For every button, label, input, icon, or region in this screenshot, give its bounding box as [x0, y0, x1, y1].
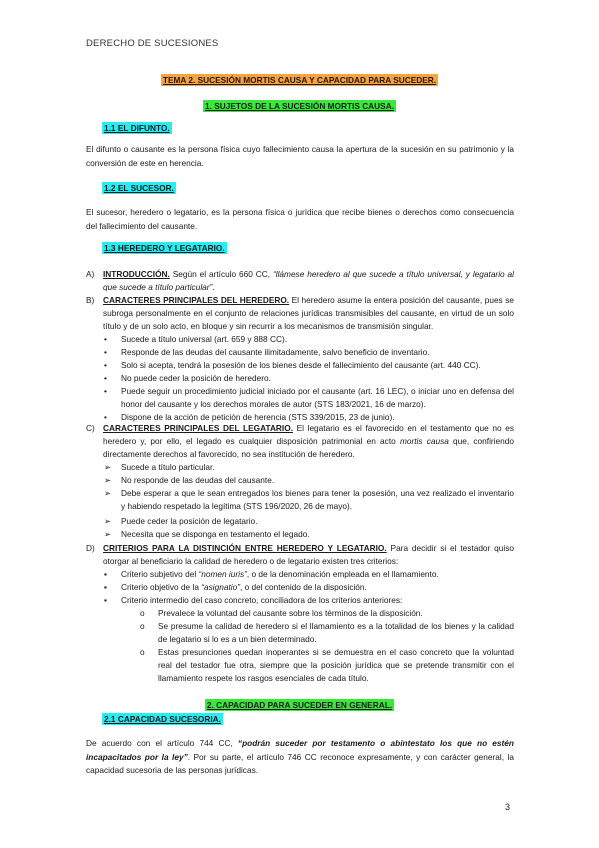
- item-c-heading: CARACTERES PRINCIPALES DEL LEGATARIO.: [103, 423, 293, 433]
- section-1-3-heading: [102, 243, 227, 253]
- list-item: • No puede ceder la posición de heredero.: [104, 373, 271, 383]
- list-item: ▪ Criterio intermedio del caso concreto, conciliadora de los criterios anteriores:: [104, 595, 403, 605]
- item-a-marker: A): [86, 269, 95, 279]
- running-header: DERECHO DE SUCESIONES: [86, 38, 219, 49]
- section-1-3-title: 1.3 HEREDERO Y LEGATARIO.: [104, 243, 225, 253]
- item-d-marker: D): [86, 543, 95, 553]
- section-1-title: 1. SUJETOS DE LA SUCESIÓN MORTIS CAUSA.: [204, 101, 394, 111]
- section-1-1-text: El difunto o causante es la persona física cuyo fallecimiento causa la apertura de la sucesión en su patrimonio y la conversión de este en herencia.: [86, 144, 514, 168]
- list-item: • Dispone de la acción de petición de herencia (STS 339/2015, 23 de junio).: [104, 412, 395, 422]
- item-a: A) INTRODUCCIÓN. Según el artículo 660 CC, “llámese heredero al que sucede a título universal, y legatario al que sucede a título particular”.: [86, 269, 515, 292]
- item-b-heading: CARACTERES PRINCIPALES DEL HEREDERO.: [103, 295, 290, 305]
- item-b: [86, 294, 514, 333]
- section-1-2-heading: [102, 183, 176, 193]
- list-item: ➢ Debe esperar a que le sean entregados los bienes para tener la posesión, una vez realizado el inventario y habiendo respetado la legítima (STS 196/2020, 26 de mayo).: [104, 488, 514, 511]
- section-2-1-text: De acuerdo con el artículo 744 CC, “podrán suceder por testamento o abintestato los que no estén incapacitados por la ley”. Por su parte, el artículo 746 CC reconoce expresamente, y con carácter general, la capacidad sucesoria de las personas jurídicas.: [86, 738, 514, 775]
- list-item: ➢ No responde de las deudas del causante.: [104, 475, 275, 485]
- list-item: ➢ Necesita que se disponga en testamento el legado.: [104, 529, 310, 539]
- item-a-text: Según el artículo 660 CC,: [169, 269, 273, 279]
- section-2-1-title: 2.1 CAPACIDAD SUCESORIA.: [104, 714, 221, 724]
- tema-title: TEMA 2. SUCESIÓN MORTIS CAUSA Y CAPACIDAD PARA SUCEDER.: [162, 75, 437, 85]
- list-item: • Puede seguir un procedimiento judicial iniciado por el causante (art. 16 LEC), o iniciar uno en defensa del honor del causante y los derechos morales de autor (STS 183/2021, 16 de marzo).: [104, 386, 514, 409]
- list-item: • Solo si acepta, tendrá la posesión de los bienes desde el fallecimiento del causante (art. 440 CC).: [104, 360, 481, 370]
- list-item: • Responde de las deudas del causante ilimitadamente, salvo beneficio de inventario.: [104, 347, 430, 357]
- tema-title-row: [0, 70, 599, 88]
- section-1-2-title: 1.2 EL SUCESOR.: [104, 183, 174, 193]
- section-1-2-text: El sucesor, heredero o legatario, es la persona física o jurídica que recibe bienes o derechos como consecuencia del fallecimiento del causante.: [86, 207, 514, 231]
- list-item: • Sucede a título universal (art. 659 y 888 CC).: [104, 334, 288, 344]
- item-d: D) CRITERIOS PARA LA DISTINCIÓN ENTRE HEREDERO Y LEGATARIO. Para decidir si el testador quiso otorgar al beneficiario la calidad de heredero o de legatario existen tres criterios:: [86, 543, 514, 566]
- item-c-marker: C): [86, 423, 95, 433]
- list-item: ➢ Puede ceder la posición de legatario.: [104, 516, 258, 526]
- list-item: ▪ Criterio objetivo de la “asignatio”, o del contenido de la disposición.: [104, 582, 367, 592]
- section-2-1-heading: [102, 714, 223, 724]
- item-b-marker: B): [86, 295, 95, 305]
- sub-list-item: o Estas presunciones quedan inoperantes si se demuestra en el caso concreto que la voluntad real del testador fue otra, siempre que la posición jurídica que se pretende transmitir con el llamamiento respete los rasgos esenciales de cada título.: [140, 647, 514, 683]
- section-1-row: [0, 96, 599, 114]
- section-1-1-heading: [102, 123, 172, 133]
- item-a-quote: “llámese heredero al que sucede a título universal, y legatario al que sucede a título particular”: [103, 269, 515, 292]
- item-d-heading: CRITERIOS PARA LA DISTINCIÓN ENTRE HEREDERO Y LEGATARIO.: [103, 543, 387, 553]
- item-b-text: El heredero asume la entera posición del causante, pues se subroga personalmente en el conjunto de relaciones jurídicas transmisibles del causante, en virtud de un solo título y de un solo acto, en bloque y sin recurrir a los mecanismos de transmisión singular.: [103, 295, 514, 331]
- section-2-title: 2. CAPACIDAD PARA SUCEDER EN GENERAL.: [206, 700, 393, 710]
- sub-list-item: o Prevalece la voluntad del causante sobre los términos de la disposición.: [140, 608, 423, 618]
- section-2-row: [0, 695, 599, 713]
- item-c: C) CARACTERES PRINCIPALES DEL LEGATARIO. El legatario es el favorecido en el testamento que no es heredero y, por ello, el legado es cualquier disposición patrimonial en acto mortis causa que, confiriendo directamente derechos al favorecido, no sea institución de heredero.: [86, 423, 514, 459]
- list-item: ▪ Criterio subjetivo del “nomen iuris”, o de la denominación empleada en el llamamiento.: [104, 569, 439, 579]
- list-item: ➢ Sucede a título particular.: [104, 462, 215, 472]
- item-a-heading: INTRODUCCIÓN.: [103, 269, 170, 279]
- page-number: 3: [505, 802, 511, 812]
- sub-list-item: o Se presume la calidad de heredero si el llamamiento es a la totalidad de los bienes y la calidad de legatario si lo es a un bien determinado.: [140, 621, 514, 644]
- section-1-1-title: 1.1 EL DIFUNTO.: [104, 123, 170, 133]
